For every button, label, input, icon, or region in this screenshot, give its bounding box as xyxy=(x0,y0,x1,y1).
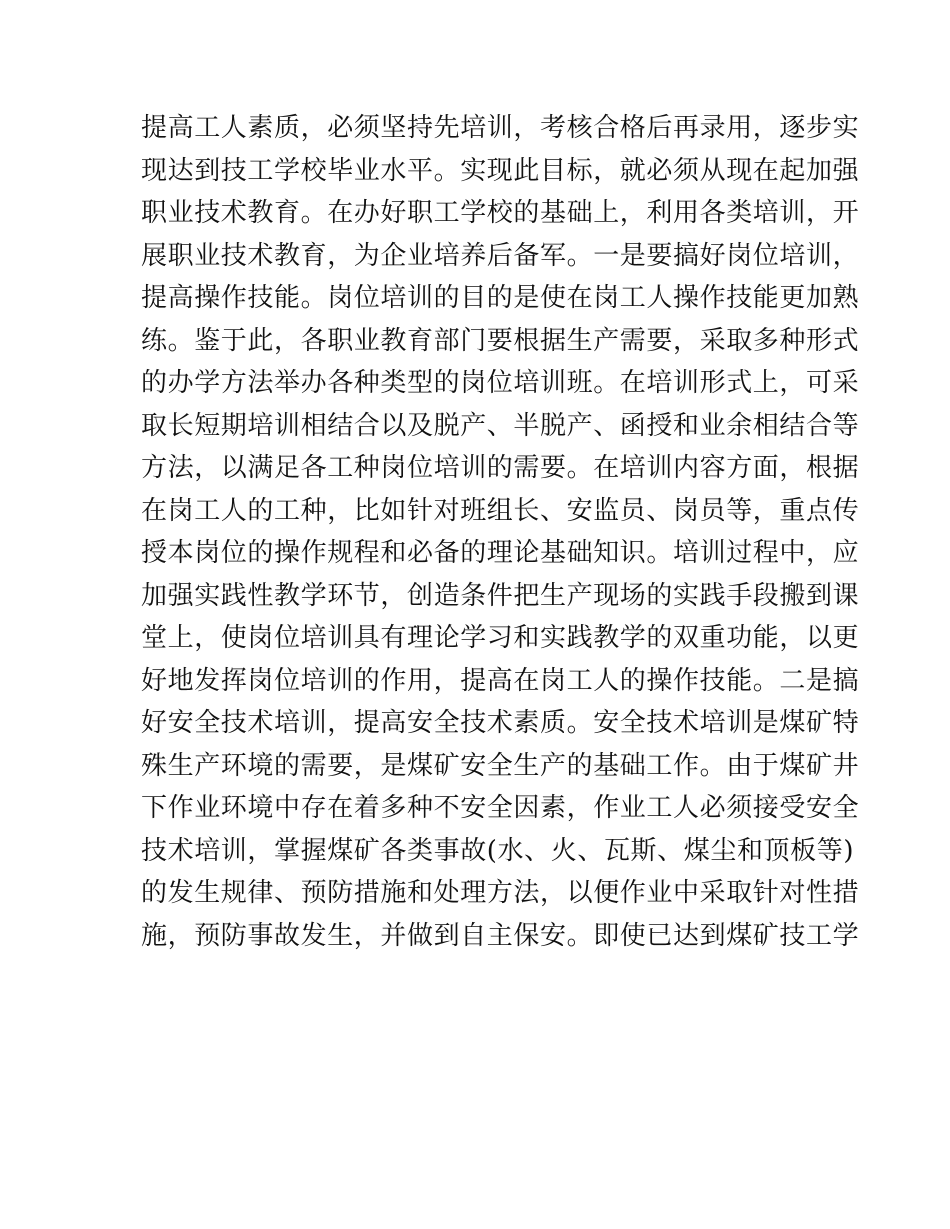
body-paragraph xyxy=(141,107,860,957)
text-line: 现达到技工学校毕业水平。实现此目标，就必须从现在起加强 xyxy=(141,155,860,186)
text-line: 在岗工人的工种，比如针对班组长、安监员、岗员等，重点传 xyxy=(141,495,860,526)
text-line: 堂上，使岗位培训具有理论学习和实践教学的双重功能，以更 xyxy=(141,623,860,653)
text-line: 加强实践性教学环节，创造条件把生产现场的实践手段搬到课 xyxy=(141,580,860,611)
text-line: 方法，以满足各工种岗位培训的需要。在培训内容方面，根据 xyxy=(141,453,860,483)
text-line: 下作业环境中存在着多种不安全因素，作业工人必须接受安全 xyxy=(141,793,860,823)
text-line: 提高工人素质，必须坚持先培训，考核合格后再录用，逐步实 xyxy=(141,113,860,143)
text-line: 授本岗位的操作规程和必备的理论基础知识。培训过程中，应 xyxy=(141,538,860,568)
text-line: 施，预防事故发生，并做到自主保安。即使已达到煤矿技工学 xyxy=(141,920,860,951)
text-line: 展职业技术教育，为企业培养后备军。一是要搞好岗位培训， xyxy=(141,240,860,271)
text-line: 的办学方法举办各种类型的岗位培训班。在培训形式上，可采 xyxy=(141,368,860,398)
text-line: 提高操作技能。岗位培训的目的是使在岗工人操作技能更加熟 xyxy=(141,283,860,313)
text-line: 殊生产环境的需要，是煤矿安全生产的基础工作。由于煤矿井 xyxy=(141,750,860,781)
text-line: 练。鉴于此，各职业教育部门要根据生产需要，采取多种形式 xyxy=(141,325,860,356)
text-line: 的发生规律、预防措施和处理方法，以便作业中采取针对性措 xyxy=(141,878,860,908)
text-line: 技术培训，掌握煤矿各类事故(水、火、瓦斯、煤尘和顶板等) xyxy=(141,835,855,866)
text-line: 好安全技术培训，提高安全技术素质。安全技术培训是煤矿特 xyxy=(141,708,860,738)
text-line: 取长短期培训相结合以及脱产、半脱产、函授和业余相结合等 xyxy=(141,410,860,441)
text-line: 好地发挥岗位培训的作用，提高在岗工人的操作技能。二是搞 xyxy=(141,665,860,696)
text-line: 职业技术教育。在办好职工学校的基础上，利用各类培训，开 xyxy=(141,198,860,228)
